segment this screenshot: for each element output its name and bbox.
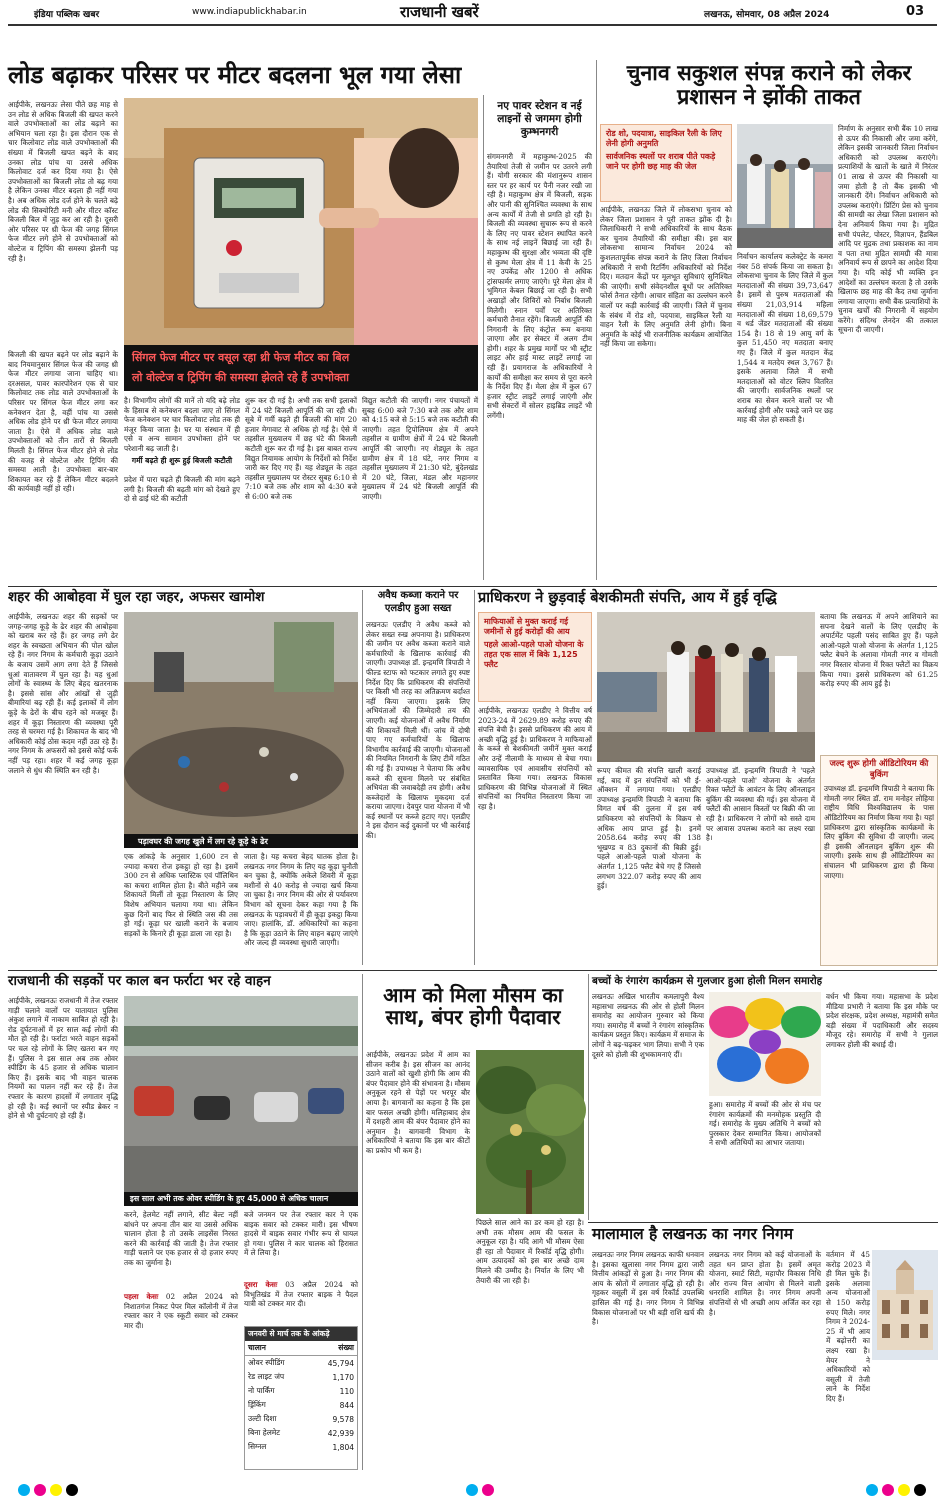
story1-caption1: सिंगल फेज मीटर पर वसूल रहा थ्री फेज मीटर का बिल <box>132 351 350 364</box>
divider <box>588 974 589 1220</box>
election-bullet: रोड शो, पदयात्रा, साइकिल रैली के लिए लेनी होगी अनुमति <box>606 129 722 148</box>
masthead <box>0 0 945 52</box>
story1-bottom-subhead: गर्मी बढ़ते ही शुरू हुई बिजली कटौती <box>131 456 233 465</box>
registration-mark-icon <box>50 1484 62 1496</box>
divider <box>362 974 363 1470</box>
mango-headline: आम को मिला मौसम का साथ, बंपर होगी पैदावार <box>383 983 563 1030</box>
milan-col2: हुआ। समारोह में बच्चों की ओर से मंच पर रंगारंग कार्यक्रमों की मनमोहक प्रस्तुति दी गई। समारोह के मुख्य अतिथि ने बच्चों को पुरस्कार देकर सम्मानित किया। आयोजकों ने सभी अतिथियों का आभार जताया। <box>709 1100 821 1148</box>
mango-col2: पिछले साल आने का डर कम हो रहा है। अभी तक मौसम आम की फसल के अनुकूल रहा है। यदि आगे भी मौसम ऐसा ही रहा तो पैदावार में रिकॉर्ड वृद्धि होगी। आम उत्पादकों को इस बार अच्छे दाम मिलने की उम्मीद है। निर्यात के लिए भी तैयारी की जा रही है। <box>476 1218 584 1285</box>
encroach-body: लखनऊः एलडीए ने अवैध कब्जे को लेकर सख्त रुख अपनाया है। प्राधिकरण की जमीन पर अवैध कब्जा कराने वाले कर्मचारियों के खिलाफ कार्रवाई की जाएगी। उपाध्यक्ष डॉ. इन्द्रमणि त्रिपाठी ने फील्ड स्टाफ को फटकार लगाते हुए स्पष्ट निर्देश दिए कि प्राधिकरण की संपत्तियों पर किसी भी तरह का अतिक्रमण बर्दाश्त नहीं किया जाएगा। इसके लिए अभियंताओं की जिम्मेदारी तय की जाएगी। कई योजनाओं में अवैध निर्माण की शिकायतें मिली थीं। जांच में दोषी पाए गए कर्मचारियों के खिलाफ विभागीय कार्रवाई की जाएगी। योजनाओं की नियमित निगरानी के लिए टीमें गठित की गई हैं। उपाध्यक्ष ने चेताया कि अवैध कब्जे की सूचना मिलने पर संबंधित अभियंता की जवाबदेही तय होगी। अवैध कब्जेदारों के खिलाफ मुकदमा दर्ज कराया जाएगा। देवपुर पारा योजना में भी कई स्थानों पर कब्जे हटाए गए। एलडीए ने इस दौरान कई दुकानों पर भी कार्रवाई की। <box>366 620 470 841</box>
lda-col2: रूपए कीमत की संपत्ति खाली कराई गई, बाद में इन संपत्तियों को भी ई-ऑक्शन में लगाया गया। एलडीए उपाध्यक्ष इन्द्रमणि त्रिपाठी ने बताया कि विगत वर्ष की तुलना में इस वर्ष प्राधिकरण को संपत्तियों के विक्रय से अधिक आय प्राप्त हुई है। इनमें 2058.64 करोड़ रुपए की 138 भूखण्ड व 83 दुकानों की बिक्री हुई। पहले आओ-पहले पाओ योजना के अंतर्गत 1,125 फ्लैट बेचे गए हैं जिससे लगभग 322.07 करोड़ रुपए की आय हुई। <box>597 766 701 891</box>
mango-tree-photo <box>476 1050 584 1214</box>
story1-lead: आईपीके, लखनऊः लेसा पीते छह माह से उन लोड से अधिक बिजली की खपत करने वाले उपभोक्ताओं का लोड बढ़ाने का अभियान चला रहा है। इस दौरान एक से चार किलोवाट लोड वाले उपभोक्ताओं की संख्या में बिजली खपत बढ़ने के बाद उनका लोड पांच या उससे अधिक किलोवाट दर्ज कर दिया गया है। ऐसे उपभोक्ताओं का बिजली लोड तो बढ़ गया है लेकिन उनका मीटर बदला ही नहीं गया है। अब अधिक लोड दर्ज होने के चलते बढ़े लोड की सिक्योरिटी मनी और मीटर कॉस्ट बिजली बिल में जुड़ कर आ रही है। दूसरी ओर परिसर पर थ्री फेज की जगह सिंगल फेज मीटर लगे होने से उपभोक्ताओं को वोल्टेज व ट्रिपिंग की समस्या झेलनी पड़ रही है। <box>8 100 118 263</box>
lda-bullet: पहले आओ-पहले पाओ योजना के तहत एक साल में बिके 1,125 फ्लैट <box>484 640 584 669</box>
election-col3: निर्माण के अनुसार सभी बैंक 10 लाख से ऊपर की निकासी और जमा करेंगे, लेकिन इसकी जानकारी जिला निर्वाचन अधिकारी को उपलब्ध कराएंगे। प्रत्याशियों के खातों के खाते में निरंतर 01 लाख से ऊपर की निकासी या जमा होती है तो बैंक इसकी भी जानकारी देंगे। निर्वाचन अधिकारी को उपलब्ध कराएंगे। प्रिंटिंग प्रेस को चुनाव की सामग्री का लेखा जिला प्रशासन को देना अनिवार्य किया गया है। मुद्रित सभी पंपलेट, पोस्टर, विज्ञापन, हैंडबिल आदि पर मुद्रक तथा प्रकाशक का नाम व पता तथा मुद्रित सामग्री की मात्रा अनिवार्य रूप से छापने का आदेश दिया गया है। यदि कोई भी व्यक्ति इन आदेशों का उल्लंघन करता है तो उसके खिलाफ छह माह की कैद तथा जुर्माना लगाया जाएगा। सभी बैंक प्रत्याशियों के चुनाव खर्चों की निगरानी में सहयोग करेंगे। संदिग्ध लेनदेन की तत्काल सूचना दी जाएगी। <box>838 124 938 335</box>
garbage-caption-bar <box>124 834 358 848</box>
garbage-caption: पड़ावघर की जगह खुले में लग रहे कूड़े के ढेर <box>138 837 268 846</box>
registration-mark-icon <box>898 1484 910 1496</box>
garbage-col2: एक आंकड़े के अनुसार 1,600 टन से ज्यादा कचरा रोज इकट्ठा हो रहा है। इसमें 300 टन से अधिक प्लास्टिक एवं पॉलिथिन का कचरा शामिल होता है। बीते महीने जब शिकायतें मिलीं तो कूड़ा निस्तारण के लिए विशेष अभियान चलाया गया था। लेकिन कुछ दिनों बाद फिर से स्थिति जस की तस हो गई। कूड़ा घर खाली कराने के बजाय सड़कों के किनारे ही कूड़ा डाला जा रहा है। <box>124 852 238 938</box>
traffic-first-case-label: पहला केसः <box>124 1292 159 1301</box>
traffic-caption: इस साल अभी तक ओवर स्पीडिंग के हुए 45,000 से अधिक चालान <box>130 1194 329 1203</box>
dateline: लखनऊ, सोमवार, 08 अप्रैल 2024 <box>704 10 830 20</box>
section-rule <box>8 970 937 971</box>
table-cell: नो पार्किंग <box>248 1386 275 1395</box>
registration-mark-icon <box>66 1484 78 1496</box>
encroach-headline: अवैध कब्जा कराने पर एलडीए हुआ सख्त <box>377 590 459 614</box>
table-cell: सिग्नल <box>248 1442 267 1451</box>
section-rule <box>8 586 937 587</box>
registration-mark-icon <box>34 1484 46 1496</box>
section-title: राजधानी खबरें <box>400 3 479 21</box>
masthead-rule <box>8 24 937 26</box>
table-header: चालान <box>245 1341 309 1356</box>
holi-colors-photo <box>709 992 821 1096</box>
section-rule <box>588 1222 938 1223</box>
milan-col3: वर्धन भी किया गया। महासभा के प्रदेश मीडिया प्रभारी ने बताया कि इस मौके पर प्रदेश संरक्षक, प्रदेश अध्यक्ष, महामंत्री समेत बड़ी संख्या में पदाधिकारी और सदस्य मौजूद रहे। समारोह में सभी ने गुलाल लगाकर होली की बधाई दी। <box>826 992 938 1049</box>
footer-color-bar <box>0 1480 945 1501</box>
table-row <box>245 1398 357 1412</box>
table-cell: रेड लाइट जंप <box>248 1372 285 1381</box>
challan-stats-box <box>244 1326 358 1470</box>
traffic-second-case-text: 03 अप्रैल 2024 को विभूतिखंड में तेज रफ्तार बाइक ने पैदल यात्री को टक्कर मार दी। <box>244 1280 358 1309</box>
garbage-heap-photo <box>124 612 358 834</box>
divider <box>483 95 484 580</box>
table-cell: बिना हेलमेट <box>248 1428 281 1437</box>
traffic-first-case-text: 02 अप्रैल 2024 को निशातगंज निकट पेपर मिल कॉलोनी में तेज रफ्तार कार ने एक स्कूटी सवार को टक्कर मार दी। <box>124 1292 238 1330</box>
table-cell: 45,794 <box>327 1358 354 1368</box>
lda-col4: बताया कि लखनऊ में अपने आशियाने का सपना देखने वालों के लिए एलडीए के अपार्टमेंट पहली पसंद साबित हुए हैं। पहले आओ-पहले पाओ योजना के अंतर्गत 1,125 फ्लैट बेचने के अलावा गोमती नगर व गोमती नगर विस्तार योजना में रिक्त फ्लैटों का विक्रय किया गया। इससे प्राधिकरण को 61.25 करोड़ रुपए की आय हुई है। <box>820 612 938 689</box>
story1-bottom-col1b: प्रदेश में पारा चढ़ते ही बिजली की मांग बढ़ने लगी है। बिजली की बढ़ती मांग को देखते हुए दो से ढाई घंटे की कटौती <box>124 475 240 504</box>
mango-col1: आईपीके, लखनऊः प्रदेश में आम का सीजन करीब है। इस सीजन का आनंद उठाने वालों को खुशी होगी कि आम की बंपर पैदावार होने की संभावना है। मौसम अनुकूल रहने से पेड़ों पर भरपूर बौर आया है। बागवानों का कहना है कि इस बार फसल अच्छी होगी। मलिहाबाद क्षेत्र में दशहरी आम की बंपर पैदावार होने का अनुमान है। बागवानी विभाग के अधिकारियों ने बताया कि इस बार कीटों का प्रकोप भी कम है। <box>366 1050 470 1155</box>
masthead-brand: इंडिया पब्लिक खबर <box>34 10 100 20</box>
nagar-headline: मालामाल है लखनऊ का नगर निगम <box>592 1225 793 1243</box>
registration-mark-icon <box>482 1484 494 1496</box>
nagar-col2: लखनऊ नगर निगम को कई योजनाओं के तहत धन प्राप्त होता है। इसमें अमृत योजना, स्मार्ट सिटी, महापौर विकास निधि और राज्य वित्त आयोग से मिलने वाली धनराशि शामिल है। नगर निगम अपनी संपत्तियों से भी अच्छी आय अर्जित कर रहा है। <box>709 1250 821 1317</box>
table-cell: 1,804 <box>332 1442 354 1452</box>
substation-body: संगमनगरी में महाकुम्भ-2025 की तैयारियां तेजी से जमीन पर उतरने लगी हैं। योगी सरकार की मंशानुरूप शासन स्तर पर हर कार्य पर पैनी नजर रखी जा रही है। महाकुम्भ क्षेत्र में बिजली, सड़क और पानी की सुनिश्चित व्यवस्था के साथ अन्य कार्यों में तेजी से प्रगति हो रही है। बिजली की व्यवस्था सुचारू रूप से करने के लिए नए पावर स्टेशन स्थापित करने के साथ नई लाइनें बिछाई जा रही हैं। महाकुम्भ की सुरक्षा और भव्यता की दृष्टि से कुम्भ मेला क्षेत्र में 11 केवी के 25 नए उपकेंद्र और 1200 से अधिक ट्रांसफार्मर लगाए जाएंगे। पूरे मेला क्षेत्र में भूमिगत केबल बिछाई जा रही है। सभी अखाड़ों और शिविरों को निर्बाध बिजली मिलेगी। स्नान पर्वों पर अतिरिक्त कर्मचारी तैनात रहेंगे। बिजली आपूर्ति की निगरानी के लिए कंट्रोल रूम बनाया जाएगा और हर सेक्टर में अलग टीम होगी। शहर के प्रमुख मार्गों पर भी स्ट्रीट लाइट और हाई मास्ट लाइटें लगाई जा रही हैं। प्रयागराज के अधिकारियों ने कार्यों की समीक्षा कर समय से पूरा करने के निर्देश दिए हैं। मेला क्षेत्र में कुल 67 हजार स्ट्रीट लाइटें लगाई जाएंगी और सभी सेक्टरों में सोलर हाइब्रिड लाइटें भी लगेंगी। <box>487 152 592 421</box>
table-cell: 844 <box>339 1400 354 1410</box>
garbage-headline: शहर की आबोहवा में घुल रहा जहर, अफसर खामोश <box>8 589 265 605</box>
registration-mark-icon <box>866 1484 878 1496</box>
story1-caption-box <box>124 345 478 391</box>
table-row <box>245 1412 357 1426</box>
garbage-col1: आईपीके, लखनऊः शहर की सड़कों पर जगह-जगह कूड़े के ढेर शहर की आबोहवा को खराब कर रहे हैं। हर जगह लगे ढेर शहर के स्वच्छता अभियान की पोल खोल रहे हैं। नगर निगम के कर्मचारी कूड़ा उठाने के बजाय उसमें आग लगा देते हैं जिससे धुआं वातावरण में घुल रहा है। यह धुआं लोगों के स्वास्थ्य के लिए बेहद खतरनाक है। इससे सांस और आंखों से जुड़ी बीमारियां बढ़ रही हैं। कई इलाकों में लोग कूड़े के ढेरों के बीच रहने को मजबूर हैं। शहर में कूड़ा निस्तारण की व्यवस्था पूरी तरह से चरमरा गई है। शिकायत के बाद भी अधिकारी कोई ठोस कदम नहीं उठा रहे हैं। नगर निगम के अफसरों को इससे कोई फर्क नहीं पड़ रहा। शहर में कई जगह कूड़ा जलाने से धुंध की स्थिति बन रही है। <box>8 612 118 775</box>
page-number: 03 <box>906 4 925 19</box>
divider <box>362 590 363 965</box>
table-cell: 9,578 <box>332 1414 354 1424</box>
masthead-url[interactable]: www.indiapublickhabar.in <box>192 7 307 17</box>
nagar-col1: लखनऊः नगर निगम लखनऊ काफी धनवान है। इसका खुलासा नगर निगम द्वारा जारी वित्तीय आंकड़ों से हुआ है। नगर निगम की आय के स्रोतों में लगातार वृद्धि हो रही है। गृहकर वसूली में इस वर्ष रिकॉर्ड उपलब्धि हासिल की गई है। नगर निगम ने विभिन्न विकास योजनाओं पर भी बड़ी राशि खर्च की है। <box>592 1250 704 1327</box>
traffic-caption-bar <box>124 1192 358 1206</box>
table-row <box>245 1426 357 1440</box>
auditorium-box <box>820 755 938 966</box>
table-cell: ओवर स्पीडिंग <box>248 1358 285 1367</box>
lda-highlights <box>478 612 592 702</box>
traffic-second-case <box>244 1280 358 1320</box>
registration-mark-icon <box>914 1484 926 1496</box>
story1-bottom-col2: शुरू कर दी गई है। अभी तक सभी इलाकों में 24 घंटे बिजली आपूर्ति की जा रही थी। सूबे में गर्मी बढ़ते ही बिजली की मांग 20 हजार मेगावाट से अधिक हो गई है। ऐसे में तहसील मुख्यालय में छह घंटे की बिजली कटौती शुरू कर दी गई है। इस बाबत राज्य विद्युत नियामक आयोग के निर्देशों को निर्देश जारी कर दिए गए हैं। यह शेड्यूल के तहत तहसील मुख्यालय पर रोस्टर सुबह 6:10 से 7:10 बजे तक और शाम को 4:30 बजे से 6:00 बजे तक <box>245 396 357 501</box>
election-bullet: सार्वजनिक स्थलों पर शराब पीते पकड़े जाने पर होगी छह माह की जेल <box>606 152 716 171</box>
table-row <box>245 1384 357 1398</box>
nagar-col3: वर्तमान में 45 करोड़ 2023 में ही मिल चुके हैं। इसके अलावा अन्य योजनाओं से 150 करोड़ रुपए मिले। नगर निगम ने 2024-25 में भी आय में बढ़ोत्तरी का लक्ष्य रखा है। मेयर ने अधिकारियों को वसूली में तेजी लाने के निर्देश दिए हैं। <box>826 1250 870 1403</box>
auditorium-box-title: जल्द शुरू होगी ऑडिटोरियम की बुकिंग <box>829 759 929 780</box>
registration-mark-icon <box>882 1484 894 1496</box>
traffic-road-photo <box>124 996 358 1192</box>
story1-headline: लोड बढ़ाकर परिसर पर मीटर बदलना भूल गया लेसा <box>8 61 462 89</box>
registration-mark-icon <box>466 1484 478 1496</box>
table-header: संख्या <box>309 1341 357 1356</box>
table-cell: उल्टी दिशा <box>248 1414 277 1423</box>
challan-table <box>245 1341 357 1454</box>
substation-headline: नए पावर स्टेशन व नई लाइनों से जगमग होगी कुम्भनगरी <box>497 100 582 139</box>
story1-col2: बिजली की खपत बढ़ने पर लोड बढ़ाने के बाद नियमानुसार सिंगल फेज की जगह थ्री फेज मीटर लगाया जाना चाहिए था। दरअसल, पावर कारपोरेशन एक से चार किलोवाट तक लोड वाले उपभोक्ताओं के परिसर पर सिंगल फेज मीटर लगा कर कनेक्शन देता है, वहीं पांच या उससे अधिक लोड होने पर थ्री फेज मीटर लगाया जाता है। ऐसे में अधिक लोड वाले उपभोक्ताओं को तीन तारों से बिजली मिलती है। सिंगल फेज मीटर होने से लोड की वजह से वोल्टेज और ट्रिपिंग की समस्या आती है। उपभोक्ता बार-बार शिकायत कर रहे हैं लेकिन मीटर बदलने की कार्यवाही नहीं हो रही। <box>8 350 118 494</box>
election-col2: निर्वाचन कार्यालय कलेक्ट्रेट के कमरा नंबर 58 संपर्क किया जा सकता है। लोकसभा चुनाव के लिए जिले में कुल मतदाताओं की संख्या 39,73,647 है। इसमें से पुरुष मतदाताओं की संख्या 21,03,914 महिला मतदाताओं की संख्या 18,69,579 व थर्ड जेंडर मतदाताओं की संख्या 154 है। 18 से 19 आयु वर्ग के कुल 51,450 नए मतदाता बनाए गए हैं। जिले में कुल मतदान केंद्र 1,544 व मतदेय स्थल 3,767 हैं। इसके अलावा जिले में सभी मतदाताओं को वोटर स्लिप वितरित की जाएगी। सार्वजनिक स्थलों पर शराब का सेवन करने वालों पर भी कार्रवाई होगी और पकड़े जाने पर छह माह की जेल हो सकती है। <box>737 252 833 425</box>
story1-caption2: लो वोल्टेज व ट्रिपिंग की समस्या झेलते रहे हैं उपभोक्ता <box>132 371 349 384</box>
table-cell: ड्रिंकिंग <box>248 1400 266 1409</box>
table-cell: 42,939 <box>327 1428 354 1438</box>
table-row <box>245 1356 357 1371</box>
story1-bottom-col3: विद्युत कटौती की जाएगी। नगर पंचायतों में सुबह 6:00 बजे 7:30 बजे तक और शाम को 4:15 बजे से 5:15 बजे तक कटौती की जाएगी। तहत ट्रिपोलियम क्षेत्र में अपने तहसील व ग्रामीण क्षेत्रों में 24 घंटे बिजली आपूर्ति की जाएगी। नए शेड्यूल के तहत ग्रामीण क्षेत्र में 18 घंटे, नगर निगम व तहसील मुख्यालय में 21:30 घंटे, बुंदेलखंड में 20 घंटे, जिला, मंडल और महानगर मुख्यालय में 24 घंटे बिजली आपूर्ति की जाएगी। <box>362 396 478 501</box>
divider <box>474 590 475 965</box>
table-cell: 110 <box>339 1386 354 1396</box>
table-row <box>245 1341 357 1356</box>
lda-site-photo <box>597 612 815 762</box>
milan-headline: बच्चों के रंगारंग कार्यक्रम से गुलजार हुआ होली मिलन समारोह <box>592 975 823 987</box>
milan-col1: लखनऊः अखिल भारतीय कमलापुरी वैश्य महासभा लखनऊ की ओर से होली मिलन समारोह का आयोजन गुरुवार को किया गया। समारोह में बच्चों ने रंगारंग सांस्कृतिक कार्यक्रम प्रस्तुत किए। कार्यक्रम में समाज के लोगों ने बढ़-चढ़कर भाग लिया। सभी ने एक दूसरे को होली की शुभकामनाएं दीं। <box>592 992 704 1059</box>
divider <box>596 60 597 580</box>
table-row <box>245 1370 357 1384</box>
traffic-second-case-label: दूसरा केसः <box>244 1280 278 1289</box>
traffic-col3: बजे जनमन पर तेज रफ्तार कार ने एक बाइक सवार को टक्कर मारी। इस भीषण हादसे में बाइक सवार गंभीर रूप से घायल हो गया। पुलिस ने कार चालक को हिरासत में ले लिया है। <box>244 1210 358 1258</box>
lda-bullet: माफियाओं से मुक्त कराई गई जमीनों से हुई करोड़ों की आय <box>484 617 570 636</box>
traffic-col2: करने, हेलमेट नहीं लगाने, सीट बेल्ट नहीं बांधने पर अपना तीन बार या उससे अधिक चालान होता है तो उसके लाइसेंस निरस्त करने की कार्रवाई की जाती है। तेज रफ्तार गाड़ी चलाने पर एक हजार से दो हजार रुपए तक का जुर्माना है। <box>124 1210 238 1267</box>
traffic-col1: आईपीके, लखनऊः राजधानी में तेज रफ्तार गाड़ी चलाने वालों पर यातायात पुलिस अंकुश लगाने में नाकाम साबित हो रही है। रोड दुर्घटनाओं में हर साल कई लोगों की मौत हो रही है। फर्राटा भरते वाहन सड़कों पर चल रहे लोगों के लिए खतरा बन गए हैं। पुलिस ने इस साल अब तक ओवर स्पीडिंग के 45 हजार से अधिक चालान किए हैं। इसके बाद भी वाहन चालक नियमों का पालन नहीं कर रहे हैं। तेज रफ्तार के कारण हादसों में लगातार वृद्धि हो रही है। कई स्थानों पर स्पीड ब्रेकर न होने से भी दुर्घटनाएं हो रही हैं। <box>8 996 118 1121</box>
lda-col1: आईपीके, लखनऊः एलडीए ने वित्तीय वर्ष 2023-24 में 2629.89 करोड़ रुपए की संपत्ति बेची है। इससे प्राधिकरण की आय में अच्छी वृद्धि हुई है। प्राधिकरण ने माफियाओं के कब्जे से बेशकीमती जमीनें मुक्त कराईं और उन्हें नीलामी के माध्यम से बेचा गया। व्यावसायिक एवं आवासीय संपत्तियों को प्रस्तावित किया गया। लखनऊ विकास प्राधिकरण की विभिन्न योजनाओं में स्थित संपत्तियों का नियमित निस्तारण किया जा रहा है। <box>478 706 592 811</box>
challan-table-title: जनवरी से मार्च तक के आंकड़े <box>245 1327 357 1341</box>
traffic-first-case <box>124 1292 238 1470</box>
story1-bottom-col1: है। विभागीय लोगों की मानें तो यदि बढ़े लोड के हिसाब से कनेक्शन बदला जाए तो सिंगल फेज कनेक्शन पर चार किलोवाट लोड तक ही मंजूर किया जाता है। घर या संस्थान में ही एसे व अन्य सामान उपभोक्ता होने पर परेशानी बढ़ जाती है। <box>124 396 240 453</box>
election-col1: आईपीके, लखनऊः जिले में लोकसभा चुनाव को लेकर जिला प्रशासन ने पूरी ताकत झोंक दी है। जिलाधिकारी ने सभी अधिकारियों के साथ बैठक कर चुनाव तैयारियों की समीक्षा की। इस बार लोकसभा सामान्य निर्वाचन 2024 को कुशलतापूर्वक संपन्न कराने के लिए जिला निर्वाचन अधिकारी ने सभी रिटर्निंग अधिकारियों को निर्देश दिए। मतदान केंद्रों पर मूलभूत सुविधाएं सुनिश्चित की जाएंगी। सभी संवेदनशील बूथों पर अतिरिक्त फोर्स तैनात रहेगी। आचार संहिता का उल्लंघन करने वालों पर कड़ी कार्रवाई की जाएगी। जिले में चुनाव के संबंध में रोड शो, पदयात्रा, साइकिल रैली या वाहन रैली के लिए अनुमति लेनी होगी। बिना अनुमति के कोई भी राजनीतिक कार्यक्रम आयोजित नहीं किया जा सकेगा। <box>600 205 732 349</box>
registration-mark-icon <box>18 1484 30 1496</box>
table-row <box>245 1440 357 1454</box>
electric-meter-photo <box>124 98 478 345</box>
garbage-col3: जाता है। यह कचरा बेहद घातक होता है। लखनऊ नगर निगम के लिए यह कूड़ा चुनौती बन चुका है, क्योंकि अकेले शिवरी में कूड़ा मशीनों से 40 करोड़ से ज्यादा खर्च किया जा चुका है। नगर निगम की ओर से पर्यावरण विभाग को सूचना देकर कहा गया है कि लखनऊ के पड़ावघरों में ही कूड़ा इकट्ठा किया जाए। हालांकि, डॉ. अधिकारियों का कहना है कि कूड़ा उठाने के लिए वाहन बढ़ाए जाएंगे और जल्द ही व्यवस्था सुधारी जाएगी। <box>244 852 358 948</box>
lda-headline: प्राधिकरण ने छुड़वाई बेशकीमती संपत्ति, आय में हुई वृद्धि <box>478 590 777 606</box>
table-cell: 1,170 <box>332 1372 354 1382</box>
nagar-nigam-building-photo <box>872 1250 938 1360</box>
election-meeting-photo <box>737 124 833 248</box>
election-highlights <box>600 124 732 202</box>
auditorium-box-body: उपाध्यक्ष डॉ. इन्द्रमणि त्रिपाठी ने बताया कि गोमती नगर स्थित डॉ. राम मनोहर लोहिया राष्ट्रीय विधि विश्वविद्यालय के पास ऑडिटोरियम का निर्माण किया गया है। यहां प्राधिकरण द्वारा सांस्कृतिक कार्यक्रमों के लिए बुकिंग की सुविधा दी जाएगी। जल्द ही इसकी ऑनलाइन बुकिंग शुरू की जाएगी। इसके साथ ही ऑडिटोरियम का संचालन भी प्राधिकरण द्वारा ही किया जाएगा। <box>824 784 934 880</box>
election-headline: चुनाव सकुशल संपन्न कराने को लेकर प्रशासन ने झोंकी ताकत <box>626 61 912 111</box>
lda-col3: उपाध्यक्ष डॉ. इन्द्रमणि त्रिपाठी ने 'पहले आओ-पहले पाओ' योजना के अंतर्गत रिक्त फ्लैटों के आवंटन के लिए ऑनलाइन बुकिंग की व्यवस्था की गई। इस योजना में फ्लैटों की आसान किस्तों पर बिक्री की जा रही है। प्राधिकरण ने लोगों को सस्ते दाम पर आवास उपलब्ध कराने का लक्ष्य रखा है। <box>706 766 815 843</box>
traffic-headline: राजधानी की सड़कों पर काल बन फर्राटा भर रहे वाहन <box>8 973 271 989</box>
